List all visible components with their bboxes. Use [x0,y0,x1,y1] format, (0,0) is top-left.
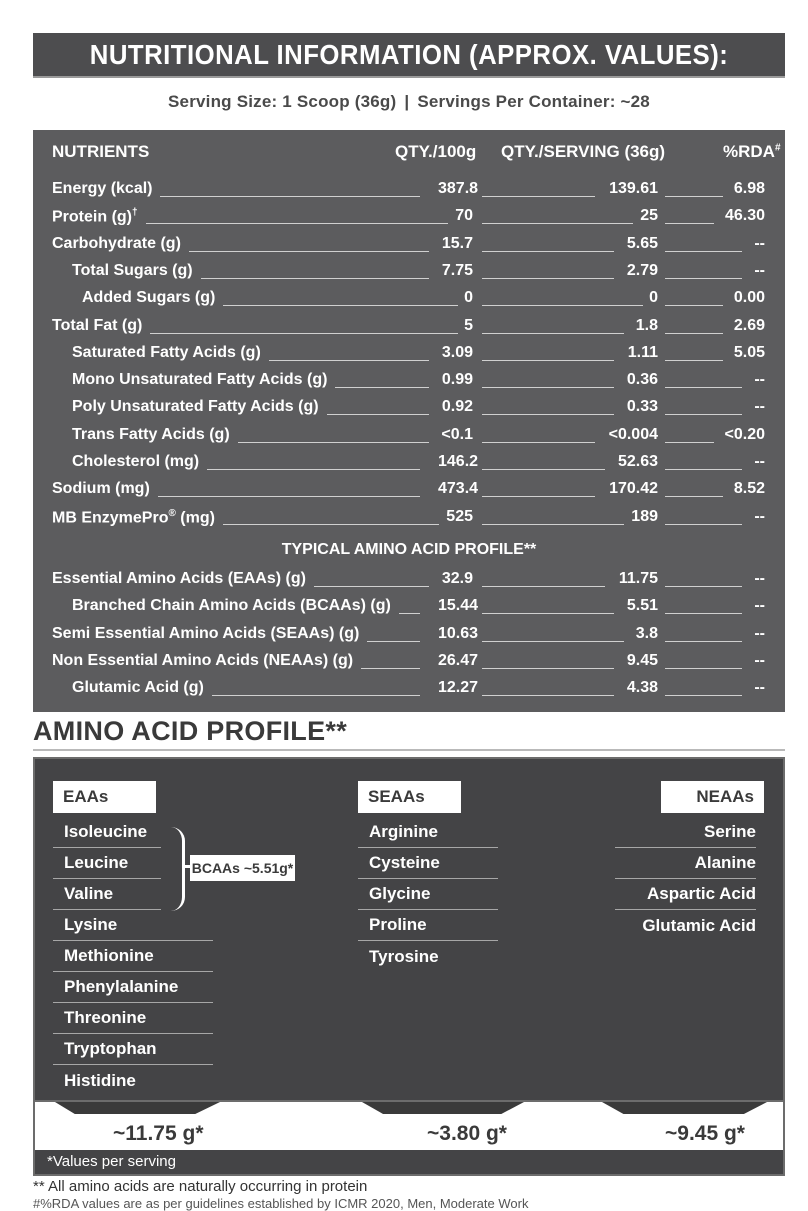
leader-line [361,668,420,669]
cell-rda: <0.20 [724,425,765,443]
list-item: Tryptophan [53,1034,213,1065]
leader-line [238,442,429,443]
cell-rda: -- [754,398,765,416]
table-row [33,314,785,339]
cell-qs: <0.004 [608,425,658,443]
cell-rda: -- [754,261,765,279]
title-band [33,33,785,78]
cell-q100: 7.75 [441,261,473,279]
list-item: Glycine [358,879,498,910]
row-label [82,289,215,307]
leader-line [482,196,595,197]
row-label-text: Saturated Fatty Acids (g) [72,343,261,361]
leader-line [665,223,714,224]
leader-line [212,695,420,696]
row-label-text: Mono Unsaturated Fatty Acids (g) [72,371,328,389]
cell-q100: 12.27 [438,679,479,697]
list-item: Phenylalanine [53,972,213,1003]
row-label [72,398,319,416]
cell-q100: 32.9 [441,570,473,587]
serving-separator: | [404,92,410,111]
table-row [33,477,785,502]
row-label-text: Glutamic Acid (g) [72,679,204,697]
leader-line [201,278,429,279]
cell-rda: -- [754,507,765,525]
leader-line [335,387,429,388]
leader-line [146,223,448,224]
list-item: Methionine [53,941,213,972]
header-qty100: QTY./100g [395,142,477,161]
leader-line [207,469,420,470]
neaas-total: ~9.45 g* [665,1122,745,1145]
leader-line [189,251,429,252]
row-label [52,508,215,527]
row-label [72,344,261,362]
row-label-text: Essential Amino Acids (EAAs) (g) [52,570,306,587]
eaas-wedge [55,1102,220,1114]
servings-per-container: Servings Per Container: ~28 [417,92,650,111]
cell-q100: 5 [464,316,473,334]
page-title: NUTRITIONAL INFORMATION (APPROX. VALUES): [89,38,729,70]
table-row [33,594,785,619]
table-row [33,368,785,393]
leader-line [482,442,595,443]
cell-qs: 5.51 [626,597,658,615]
cell-rda: -- [754,234,765,252]
cell-qs: 25 [640,207,658,225]
leader-line [269,360,429,361]
cell-rda: -- [754,371,765,389]
list-item: Serine [615,817,756,848]
bcaa-brace [165,827,185,911]
list-item: Histidine [64,1070,136,1090]
cell-q100: 473.4 [438,480,479,498]
table-row [33,341,785,366]
row-label-text: Non Essential Amino Acids (NEAAs) (g) [52,651,354,669]
cell-qs: 52.63 [617,453,658,470]
cell-q100: 387.8 [438,180,479,197]
cell-q100: 146.2 [438,453,479,470]
leader-line [327,414,429,415]
amino-profile-box [33,757,785,1102]
list-item: Isoleucine [53,817,161,848]
cell-q100: 15.44 [438,597,479,615]
row-label [52,652,353,670]
leader-line [223,305,458,306]
row-label-mark: ® [168,507,176,519]
table-row [33,395,785,420]
cell-q100: <0.1 [441,425,473,443]
serving-info [33,92,785,112]
row-label [72,597,391,615]
leader-line [158,496,420,497]
cell-qs: 139.61 [609,180,658,197]
cell-qs: 2.79 [626,261,658,279]
row-label-text: Branched Chain Amino Acids (BCAAs) (g) [72,597,391,615]
cell-q100: 0 [464,289,473,307]
cell-rda: -- [754,679,765,697]
list-item: Proline [358,910,498,941]
leader-line [482,496,595,497]
cell-qs: 0.33 [626,398,658,416]
row-label [72,679,204,697]
serving-size: Serving Size: 1 Scoop (36g) [168,92,397,111]
list-item: Threonine [53,1003,213,1034]
header-qty-serving: QTY./SERVING (36g) [501,142,666,161]
cell-qs: 5.65 [626,234,658,252]
leader-line [399,613,420,614]
bcaa-note: BCAAs ~5.51g* [190,855,295,881]
cell-rda: -- [754,597,765,615]
cell-qs: 9.45 [626,651,658,669]
cell-qs: 4.38 [626,679,658,697]
header-rda-label: %RDA [723,142,775,161]
cell-rda: 8.52 [733,480,765,498]
table-row [33,204,785,229]
cell-qs: 11.75 [618,570,658,587]
list-item: Leucine [53,848,161,879]
cell-qs: 1.11 [627,343,658,361]
row-label-text: Energy (kcal) [52,180,153,197]
header-nutrients: NUTRIENTS [52,142,150,161]
row-label-text: Semi Essential Amino Acids (SEAAs) (g) [52,624,360,642]
nutrition-panel [33,130,785,712]
eaas-total: ~11.75 g* [113,1122,204,1145]
cell-rda: 6.98 [733,180,765,197]
row-label [72,426,230,444]
list-item: Aspartic Acid [615,879,756,910]
list-item: Tyrosine [369,946,439,966]
row-label [52,570,306,588]
leader-line [150,333,458,334]
row-label-text: Total Fat (g) [52,316,143,334]
row-label-text: Carbohydrate (g) [52,234,181,252]
cell-q100: 525 [446,507,473,525]
row-label-text: Total Sugars (g) [72,261,193,279]
row-label-text: Cholesterol (mg) [72,453,200,470]
seaas-tag: SEAAs [358,781,461,813]
neaas-tag: NEAAs [661,781,764,813]
cell-q100: 26.47 [438,651,479,669]
leader-line [160,196,420,197]
totals-bar [33,1102,785,1150]
footnote-amino: ** All amino acids are naturally occurring in protein [33,1178,368,1195]
table-row [33,649,785,674]
footnote-rda: #%RDA values are as per guidelines established by ICMR 2020, Men, Moderate Work [33,1196,529,1211]
header-rda-mark: # [774,142,781,154]
header-rda [723,142,781,162]
table-row [33,177,785,202]
seaas-total: ~3.80 g* [427,1122,507,1145]
table-row [33,259,785,284]
leader-line [314,586,429,587]
row-label [52,625,359,643]
row-label-text: MB EnzymePro [52,508,169,526]
table-row [33,676,785,701]
neaas-wedge [602,1102,767,1114]
list-item: Lysine [53,910,213,941]
row-label [52,235,181,253]
cell-q100: 3.09 [441,343,473,361]
row-label [52,480,150,498]
cell-rda: 0.00 [733,289,765,307]
row-label [72,262,193,280]
eaas-tag: EAAs [53,781,156,813]
row-label-text: Protein (g) [52,208,132,226]
cell-rda: 46.30 [724,207,765,225]
cell-qs: 189 [631,507,658,525]
row-label-text: Poly Unsaturated Fatty Acids (g) [72,398,319,416]
table-row [33,622,785,647]
row-label [72,371,327,389]
cell-q100: 70 [455,207,473,225]
row-label [72,453,199,471]
cell-qs: 0 [649,289,658,307]
per-serving-note: *Values per serving [33,1150,785,1176]
cell-q100: 10.63 [438,624,479,642]
typical-amino-heading: TYPICAL AMINO ACID PROFILE** [281,541,537,558]
amino-profile-title: AMINO ACID PROFILE** [33,716,348,746]
cell-rda: -- [754,651,765,669]
cell-qs: 1.8 [635,316,658,334]
row-label-text: Trans Fatty Acids (g) [72,425,230,443]
list-item: Cysteine [358,848,498,879]
table-row [33,423,785,448]
cell-q100: 15.7 [441,234,473,252]
row-label [52,207,138,226]
list-item: Glutamic Acid [642,915,756,935]
cell-rda: 2.69 [733,316,765,334]
cell-qs: 170.42 [609,480,658,498]
table-row [33,450,785,475]
leader-line [223,524,439,525]
row-label [52,180,152,198]
seaas-wedge [362,1102,524,1114]
leader-line [665,442,714,443]
row-label-text: Added Sugars (g) [82,289,216,307]
cell-rda: -- [754,624,765,642]
leader-line [367,641,420,642]
cell-q100: 0.99 [441,371,473,389]
table-row [33,505,785,530]
cell-qs: 3.8 [635,624,658,642]
row-label-mark: † [132,207,138,219]
cell-qs: 0.36 [626,371,658,389]
cell-rda: -- [754,570,765,587]
amino-profile-rule [33,749,785,751]
table-row [33,286,785,311]
cell-q100: 0.92 [441,398,473,416]
row-label-suffix: (mg) [175,508,215,526]
list-item: Alanine [615,848,756,879]
list-item: Arginine [358,817,498,848]
table-row [33,232,785,257]
table-row [33,567,785,592]
row-label-text: Sodium (mg) [52,480,150,498]
list-item: Valine [53,879,161,910]
cell-rda: 5.05 [733,343,765,361]
row-label [52,317,142,335]
cell-rda: -- [754,453,765,470]
